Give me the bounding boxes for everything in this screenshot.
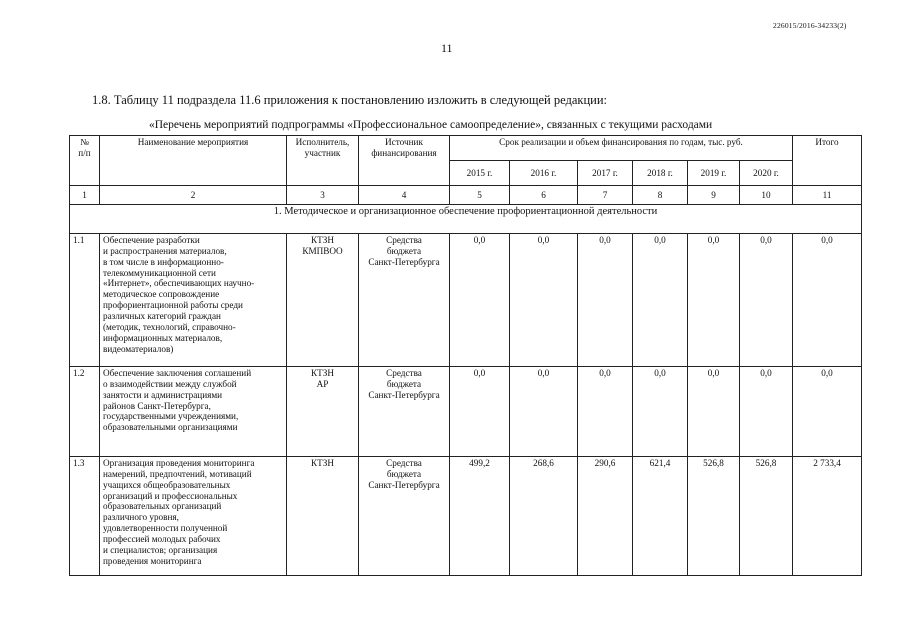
section-row xyxy=(70,205,862,234)
row-executor: КТЗН xyxy=(287,457,359,576)
row-value: 290,6 xyxy=(578,457,633,576)
row-value: 0,0 xyxy=(740,234,793,367)
row-value: 0,0 xyxy=(633,234,688,367)
row-source: Средства бюджета Санкт-Петербурга xyxy=(359,234,450,367)
row-source: Средства бюджета Санкт-Петербурга xyxy=(359,457,450,576)
intro-paragraph: 1.8. Таблицу 11 подраздела 11.6 приложения к постановлению изложить в следующей редакции: xyxy=(92,93,608,107)
row-total: 0,0 xyxy=(793,234,862,367)
row-name: Обеспечение разработки и распространения материалов, в том числе в информационно- телекоммуникационной сети «Интернет», обеспечивающих научно- методическое сопровождение профориентационной работы среди различных категорий граждан (методик, технологий, справочно- информационных материалов, видеоматериалов) xyxy=(100,234,287,367)
row-total: 2 733,4 xyxy=(793,457,862,576)
column-index: 5 xyxy=(450,186,510,205)
column-index: 9 xyxy=(688,186,740,205)
header-num: № п/п xyxy=(70,136,100,186)
document-id: 226015/2016-34233(2) xyxy=(773,21,847,30)
header-name: Наименование мероприятия xyxy=(100,136,287,186)
column-index: 8 xyxy=(633,186,688,205)
row-num: 1.2 xyxy=(70,367,100,457)
row-value: 0,0 xyxy=(688,367,740,457)
header-year: 2020 г. xyxy=(740,161,793,186)
header-year: 2019 г. xyxy=(688,161,740,186)
row-value: 0,0 xyxy=(578,234,633,367)
row-value: 0,0 xyxy=(740,367,793,457)
header-total: Итого xyxy=(793,136,862,186)
header-executor: Исполнитель, участник xyxy=(287,136,359,186)
section-title: 1. Методическое и организационное обеспечение профориентационной деятельности xyxy=(70,205,862,234)
row-name: Организация проведения мониторинга намерений, предпочтений, мотиваций учащихся общеобразовательных организаций и профессиональных образовательных организаций различного уровня, удовлетворенности полученной профессией молодых рабочих и специалистов; организация проведения мониторинга xyxy=(100,457,287,576)
row-executor: КТЗН АР xyxy=(287,367,359,457)
row-value: 0,0 xyxy=(450,234,510,367)
table-row xyxy=(70,367,862,457)
table-row xyxy=(70,234,862,367)
row-source: Средства бюджета Санкт-Петербурга xyxy=(359,367,450,457)
page-number: 11 xyxy=(441,41,453,55)
header-source: Источник финансирования xyxy=(359,136,450,186)
row-name: Обеспечение заключения соглашений о взаимодействии между службой занятости и администрациями районов Санкт-Петербурга, государственными учреждениями, образовательными организациями xyxy=(100,367,287,457)
column-index: 10 xyxy=(740,186,793,205)
row-value: 0,0 xyxy=(510,234,578,367)
row-value: 621,4 xyxy=(633,457,688,576)
row-value: 526,8 xyxy=(740,457,793,576)
row-value: 499,2 xyxy=(450,457,510,576)
row-num: 1.1 xyxy=(70,234,100,367)
header-year: 2015 г. xyxy=(450,161,510,186)
column-index: 6 xyxy=(510,186,578,205)
header-period: Срок реализации и объем финансирования по годам, тыс. руб. xyxy=(450,136,793,161)
column-index: 1 xyxy=(70,186,100,205)
row-total: 0,0 xyxy=(793,367,862,457)
row-value: 526,8 xyxy=(688,457,740,576)
row-value: 0,0 xyxy=(510,367,578,457)
activities-table xyxy=(69,135,862,576)
row-value: 0,0 xyxy=(578,367,633,457)
table-row xyxy=(70,457,862,576)
column-index: 4 xyxy=(359,186,450,205)
header-year: 2017 г. xyxy=(578,161,633,186)
header-row xyxy=(70,136,862,161)
table-caption: «Перечень мероприятий подпрограммы «Профессиональное самоопределение», связанных с текущими расходами xyxy=(149,119,713,131)
column-index-row xyxy=(70,186,862,205)
column-index: 7 xyxy=(578,186,633,205)
row-value: 0,0 xyxy=(633,367,688,457)
header-year: 2016 г. xyxy=(510,161,578,186)
row-value: 268,6 xyxy=(510,457,578,576)
column-index: 11 xyxy=(793,186,862,205)
row-executor: КТЗН КМПВОО xyxy=(287,234,359,367)
row-value: 0,0 xyxy=(688,234,740,367)
header-year: 2018 г. xyxy=(633,161,688,186)
row-value: 0,0 xyxy=(450,367,510,457)
column-index: 2 xyxy=(100,186,287,205)
row-num: 1.3 xyxy=(70,457,100,576)
column-index: 3 xyxy=(287,186,359,205)
